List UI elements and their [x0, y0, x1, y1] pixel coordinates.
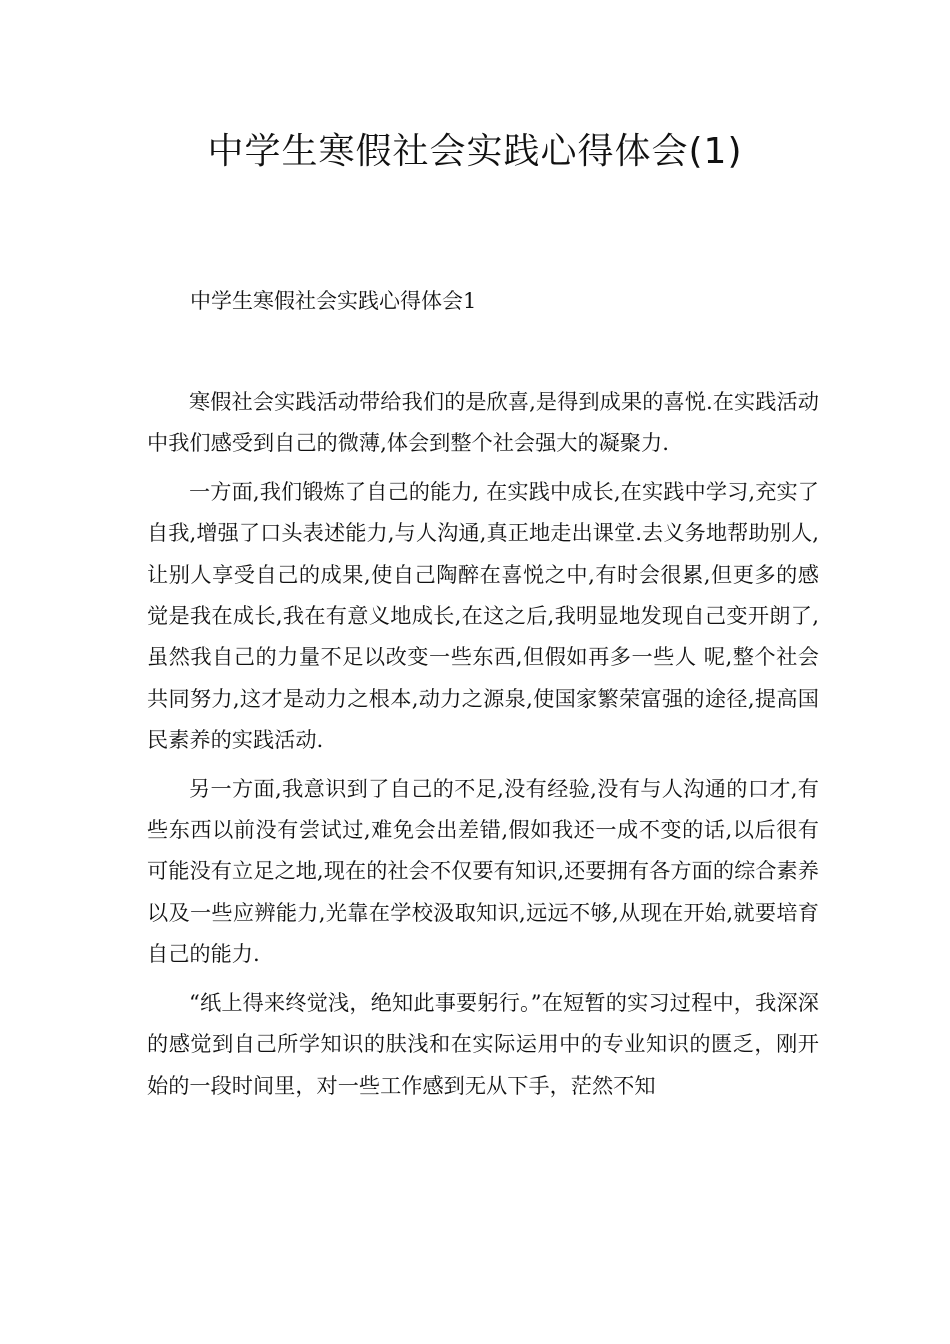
- document-body: [147, 381, 819, 1113]
- body-paragraph: 另一方面,我意识到了自己的不足,没有经验,没有与人沟通的口才,有些东西以前没有尝试过,难免会出差错,假如我还一成不变的话,以后很有可能没有立足之地,现在的社会不仅要有知识,还要拥有各方面的综合素养以及一些应辨能力,光靠在学校汲取知识,远远不够,从现在开始,就要培育自己的能力.: [147, 775, 819, 967]
- document-title: 中学生寒假社会实践心得体会(1): [207, 131, 743, 172]
- body-paragraph: “纸上得来终觉浅，绝知此事要躬行。”在短暂的实习过程中，我深深的感觉到自己所学知识的肤浅和在实际运用中的专业知识的匮乏，刚开始的一段时间里，对一些工作感到无从下手，茫然不知: [147, 989, 819, 1098]
- document-subtitle: 中学生寒假社会实践心得体会1: [190, 289, 477, 313]
- body-paragraph: 一方面,我们锻炼了自己的能力, 在实践中成长,在实践中学习,充实了自我,增强了口头表述能力,与人沟通,真正地走出课堂.去义务地帮助别人,让别人享受自己的成果,使自己陶醉在喜悦之中,有时会很累,但更多的感觉是我在成长,我在有意义地成长,在这之后,我明显地发现自己变开朗了,虽然我自己的力量不足以改变一些东西,但假如再多一些人 呢,整个社会共同努力,这才是动力之根本,动力之源泉,使国家繁荣富强的途径,提高国民素养的实践活动.: [147, 478, 819, 753]
- body-paragraph: 寒假社会实践活动带给我们的是欣喜,是得到成果的喜悦.在实践活动中我们感受到自己的微薄,体会到整个社会强大的凝聚力.: [147, 389, 819, 456]
